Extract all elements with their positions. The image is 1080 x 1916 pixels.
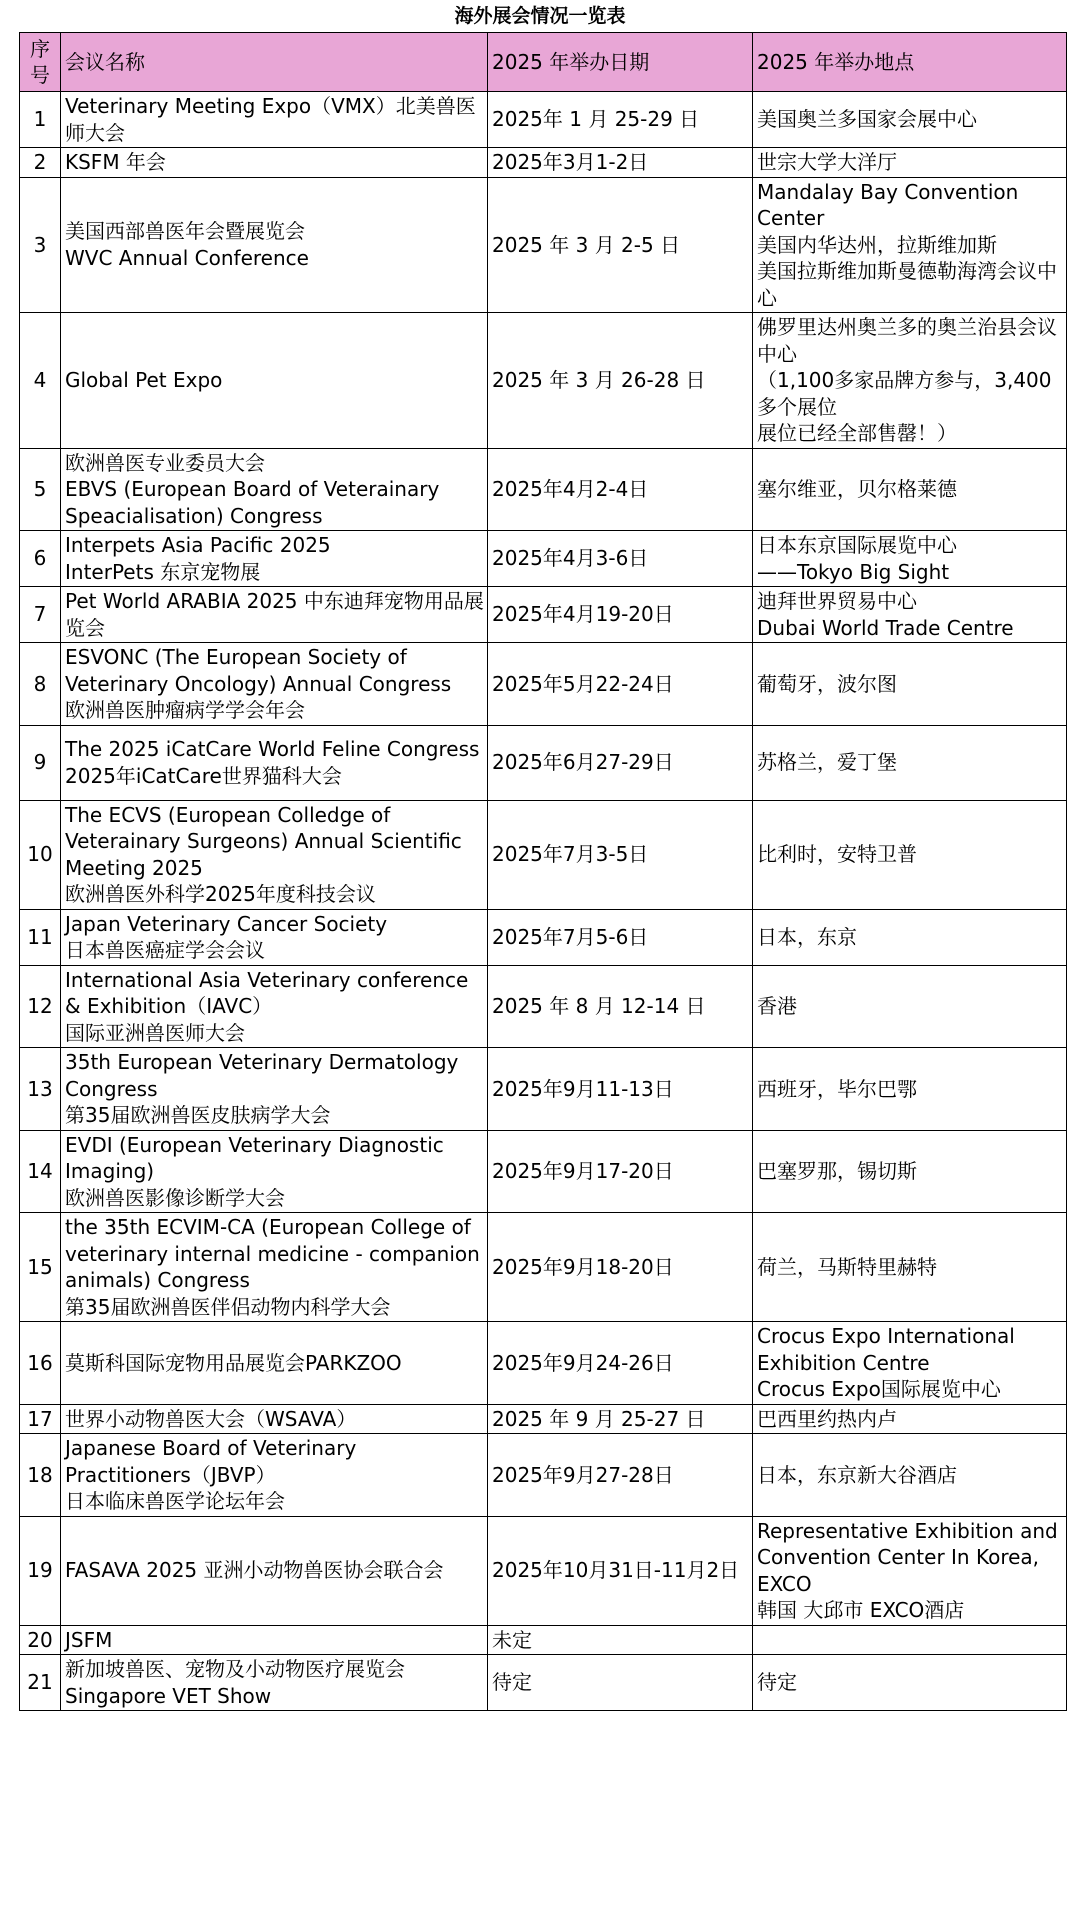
cell-date: 2025年9月18-20日 (488, 1213, 753, 1322)
table-row (20, 313, 1067, 449)
cell-location (753, 1625, 1067, 1655)
cell-date: 2025年4月3-6日 (488, 531, 753, 587)
cell-name (61, 177, 488, 313)
cell-no: 17 (20, 1404, 61, 1434)
cell-no: 2 (20, 148, 61, 178)
table-row (20, 643, 1067, 726)
cell-name-line: Interpets Asia Pacific 2025 (65, 533, 331, 557)
cell-date: 待定 (488, 1655, 753, 1711)
header-no-line: 序 (30, 36, 50, 61)
cell-location-line: 美国内华达州，拉斯维加斯 (757, 232, 997, 257)
cell-no: 13 (20, 1048, 61, 1131)
cell-date: 2025 年 9 月 25-27 日 (488, 1404, 753, 1434)
cell-location (753, 1655, 1067, 1711)
cell-location (753, 587, 1067, 643)
cell-location (753, 800, 1067, 909)
cell-name (61, 1213, 488, 1322)
table-row (20, 1404, 1067, 1434)
table-row (20, 800, 1067, 909)
table-row (20, 531, 1067, 587)
cell-no: 16 (20, 1322, 61, 1405)
cell-no: 12 (20, 965, 61, 1048)
cell-name (61, 1130, 488, 1213)
table-body (20, 92, 1067, 1711)
cell-name-line: 第35届欧洲兽医伴侣动物内科学大会 (65, 1294, 391, 1319)
cell-name-line: 欧洲兽医肿瘤病学学会年会 (65, 698, 305, 722)
cell-no: 5 (20, 448, 61, 531)
cell-name (61, 1625, 488, 1655)
cell-no: 9 (20, 725, 61, 800)
cell-name (61, 313, 488, 449)
cell-location-line: 待定 (757, 1670, 797, 1695)
cell-name (61, 1434, 488, 1517)
cell-location-line: 葡萄牙，波尔图 (757, 671, 897, 696)
cell-location-line: 展位已经全部售罄！） (757, 421, 957, 445)
cell-name (61, 148, 488, 178)
cell-location-line: 香港 (757, 994, 797, 1018)
cell-name (61, 643, 488, 726)
cell-location (753, 148, 1067, 178)
cell-name-line: 美国西部兽医年会暨展览会 (65, 219, 305, 244)
cell-name-line: Global Pet Expo (65, 368, 223, 392)
cell-no: 7 (20, 587, 61, 643)
cell-date: 2025年4月2-4日 (488, 448, 753, 531)
cell-no: 18 (20, 1434, 61, 1517)
cell-location-line: ——Tokyo Big Sight (757, 559, 950, 584)
cell-location-line: 日本东京国际展览中心 (757, 533, 957, 557)
cell-name (61, 1404, 488, 1434)
cell-no: 3 (20, 177, 61, 313)
table-row (20, 725, 1067, 800)
table-row (20, 587, 1067, 643)
table-row (20, 148, 1067, 178)
cell-name (61, 725, 488, 800)
cell-name-line: 第35届欧洲兽医皮肤病学大会 (65, 1103, 331, 1127)
cell-location-line: Dubai World Trade Centre (757, 615, 1014, 640)
cell-location-line: 韩国 大邱市 EXCO酒店 (757, 1598, 965, 1622)
cell-name-line: 世界小动物兽医大会（WSAVA） (65, 1406, 357, 1431)
cell-date: 2025 年 3 月 2-5 日 (488, 177, 753, 313)
cell-location (753, 531, 1067, 587)
cell-name-line: EVDI (European Veterinary Diagnostic Imaging) (65, 1132, 444, 1183)
cell-name-line: 欧洲兽医专业委员大会 (65, 450, 265, 475)
cell-location-line: Crocus Expo国际展览中心 (757, 1377, 1001, 1401)
cell-name (61, 1048, 488, 1131)
cell-no: 15 (20, 1213, 61, 1322)
cell-location (753, 1213, 1067, 1322)
cell-name (61, 1516, 488, 1625)
cell-date: 2025年7月3-5日 (488, 800, 753, 909)
table-row (20, 1625, 1067, 1655)
cell-name-line: 2025年iCatCare世界猫科大会 (65, 763, 342, 788)
cell-date: 2025 年 8 月 12-14 日 (488, 965, 753, 1048)
cell-date: 2025年10月31日-11月2日 (488, 1516, 753, 1625)
header-no (20, 33, 61, 92)
cell-name (61, 448, 488, 531)
cell-location (753, 1516, 1067, 1625)
cell-name (61, 909, 488, 965)
table-row (20, 1130, 1067, 1213)
cell-name-line: 日本临床兽医学论坛年会 (65, 1489, 285, 1513)
page-title: 海外展会情况一览表 (454, 5, 626, 27)
table-row (20, 1434, 1067, 1517)
header-name: 会议名称 (61, 33, 488, 92)
expo-table (19, 32, 1067, 1711)
cell-name-line: 新加坡兽医、宠物及小动物医疗展览会 (65, 1657, 405, 1681)
cell-name-line: Veterinary Meeting Expo（VMX）北美兽医师大会 (65, 94, 476, 145)
cell-location (753, 92, 1067, 148)
table-row (20, 177, 1067, 313)
cell-location-line: 西班牙，毕尔巴鄂 (757, 1076, 917, 1101)
cell-name-line: International Asia Veterinary conference & Exhibition（IAVC） (65, 967, 469, 1018)
cell-name-line: FASAVA 2025 亚洲小动物兽医协会联合会 (65, 1558, 444, 1583)
cell-location-line: 巴塞罗那，锡切斯 (757, 1159, 917, 1183)
cell-name-line: EBVS (European Board of Veterainary Speacialisation) Congress (65, 477, 440, 528)
cell-name-line: Singapore VET Show (65, 1683, 272, 1708)
cell-name-line: The 2025 iCatCare World Feline Congress (65, 737, 480, 761)
table-row (20, 1322, 1067, 1405)
cell-name (61, 800, 488, 909)
cell-location-line: Mandalay Bay Convention Center (757, 179, 1019, 230)
table-header-row (20, 33, 1067, 92)
table-row (20, 965, 1067, 1048)
cell-location-line: 苏格兰，爱丁堡 (757, 750, 897, 775)
cell-name (61, 587, 488, 643)
cell-name-line: 欧洲兽医影像诊断学大会 (65, 1185, 285, 1210)
cell-location (753, 965, 1067, 1048)
cell-name-line: InterPets 东京宠物展 (65, 559, 261, 584)
cell-date: 2025年9月11-13日 (488, 1048, 753, 1131)
table-row (20, 1213, 1067, 1322)
cell-location (753, 643, 1067, 726)
cell-location-line: 比利时，安特卫普 (757, 842, 917, 867)
cell-no: 11 (20, 909, 61, 965)
cell-location-line: 日本，东京新大谷酒店 (757, 1462, 957, 1487)
cell-date: 未定 (488, 1625, 753, 1655)
cell-date: 2025年9月24-26日 (488, 1322, 753, 1405)
cell-name-line: JSFM (65, 1627, 113, 1652)
cell-location (753, 1130, 1067, 1213)
cell-name-line: 莫斯科国际宠物用品展览会PARKZOO (65, 1350, 402, 1375)
cell-name-line: the 35th ECVIM-CA (European College of veterinary internal medicine - companion animals) Congress (65, 1215, 480, 1292)
cell-name (61, 1322, 488, 1405)
cell-location (753, 909, 1067, 965)
cell-name-line: WVC Annual Conference (65, 245, 309, 270)
cell-name-line: KSFM 年会 (65, 150, 166, 174)
cell-location (753, 1434, 1067, 1517)
cell-location-line: 日本，东京 (757, 924, 857, 949)
table-row (20, 92, 1067, 148)
cell-name (61, 965, 488, 1048)
cell-location-line: Crocus Expo International Exhibition Centre (757, 1324, 1015, 1375)
cell-location-line: 迪拜世界贸易中心 (757, 589, 917, 613)
cell-location (753, 725, 1067, 800)
cell-name-line: Japan Veterinary Cancer Society (65, 911, 388, 936)
table-row (20, 1655, 1067, 1711)
cell-location-line: 巴西里约热内卢 (757, 1406, 897, 1431)
cell-location (753, 313, 1067, 449)
cell-location-line: 美国拉斯维加斯曼德勒海湾会议中心 (757, 259, 1057, 310)
cell-location-line: 世宗大学大洋厅 (757, 150, 897, 174)
cell-date: 2025年9月27-28日 (488, 1434, 753, 1517)
cell-location (753, 1404, 1067, 1434)
cell-name-line: 国际亚洲兽医师大会 (65, 1020, 245, 1045)
cell-location-line: （1,100多家品牌方参与，3,400多个展位 (757, 368, 1052, 419)
cell-date: 2025年5月22-24日 (488, 643, 753, 726)
cell-name-line: ESVONC (The European Society of Veterinary Oncology) Annual Congress (65, 645, 452, 696)
cell-location-line: 佛罗里达州奥兰多的奥兰治县会议中心 (757, 315, 1057, 366)
cell-name-line: 日本兽医癌症学会会议 (65, 938, 265, 962)
cell-no: 10 (20, 800, 61, 909)
cell-name (61, 531, 488, 587)
table-row (20, 1048, 1067, 1131)
cell-date: 2025年6月27-29日 (488, 725, 753, 800)
header-location: 2025 年举办地点 (753, 33, 1067, 92)
table-row (20, 909, 1067, 965)
cell-no: 20 (20, 1625, 61, 1655)
cell-no: 14 (20, 1130, 61, 1213)
cell-no: 1 (20, 92, 61, 148)
cell-no: 4 (20, 313, 61, 449)
cell-no: 21 (20, 1655, 61, 1711)
table-row (20, 1516, 1067, 1625)
header-no-line: 号 (30, 63, 50, 87)
table-row (20, 448, 1067, 531)
cell-date: 2025年3月1-2日 (488, 148, 753, 178)
cell-location-line: 塞尔维亚，贝尔格莱德 (757, 477, 957, 501)
cell-location-line: 荷兰，马斯特里赫特 (757, 1254, 937, 1279)
cell-no: 8 (20, 643, 61, 726)
cell-name (61, 92, 488, 148)
cell-location-line: Representative Exhibition and Convention Center In Korea, EXCO (757, 1518, 1058, 1596)
cell-date: 2025年7月5-6日 (488, 909, 753, 965)
cell-no: 19 (20, 1516, 61, 1625)
cell-date: 2025年9月17-20日 (488, 1130, 753, 1213)
cell-date: 2025年 1 月 25-29 日 (488, 92, 753, 148)
cell-name-line: The ECVS (European Colledge of Veterainary Surgeons) Annual Scientific Meeting 2025 (65, 802, 462, 880)
cell-date: 2025 年 3 月 26-28 日 (488, 313, 753, 449)
cell-name (61, 1655, 488, 1711)
cell-location (753, 1322, 1067, 1405)
cell-name-line: 欧洲兽医外科学2025年度科技会议 (65, 882, 376, 906)
cell-location (753, 177, 1067, 313)
cell-date: 2025年4月19-20日 (488, 587, 753, 643)
cell-name-line: 35th European Veterinary Dermatology Congress (65, 1050, 459, 1101)
cell-no: 6 (20, 531, 61, 587)
cell-location-line: 美国奥兰多国家会展中心 (757, 107, 977, 132)
cell-location (753, 448, 1067, 531)
header-date: 2025 年举办日期 (488, 33, 753, 92)
cell-location (753, 1048, 1067, 1131)
cell-name-line: Japanese Board of Veterinary Practitioners（JBVP） (65, 1436, 357, 1487)
cell-name-line: Pet World ARABIA 2025 中东迪拜宠物用品展览会 (65, 589, 484, 640)
